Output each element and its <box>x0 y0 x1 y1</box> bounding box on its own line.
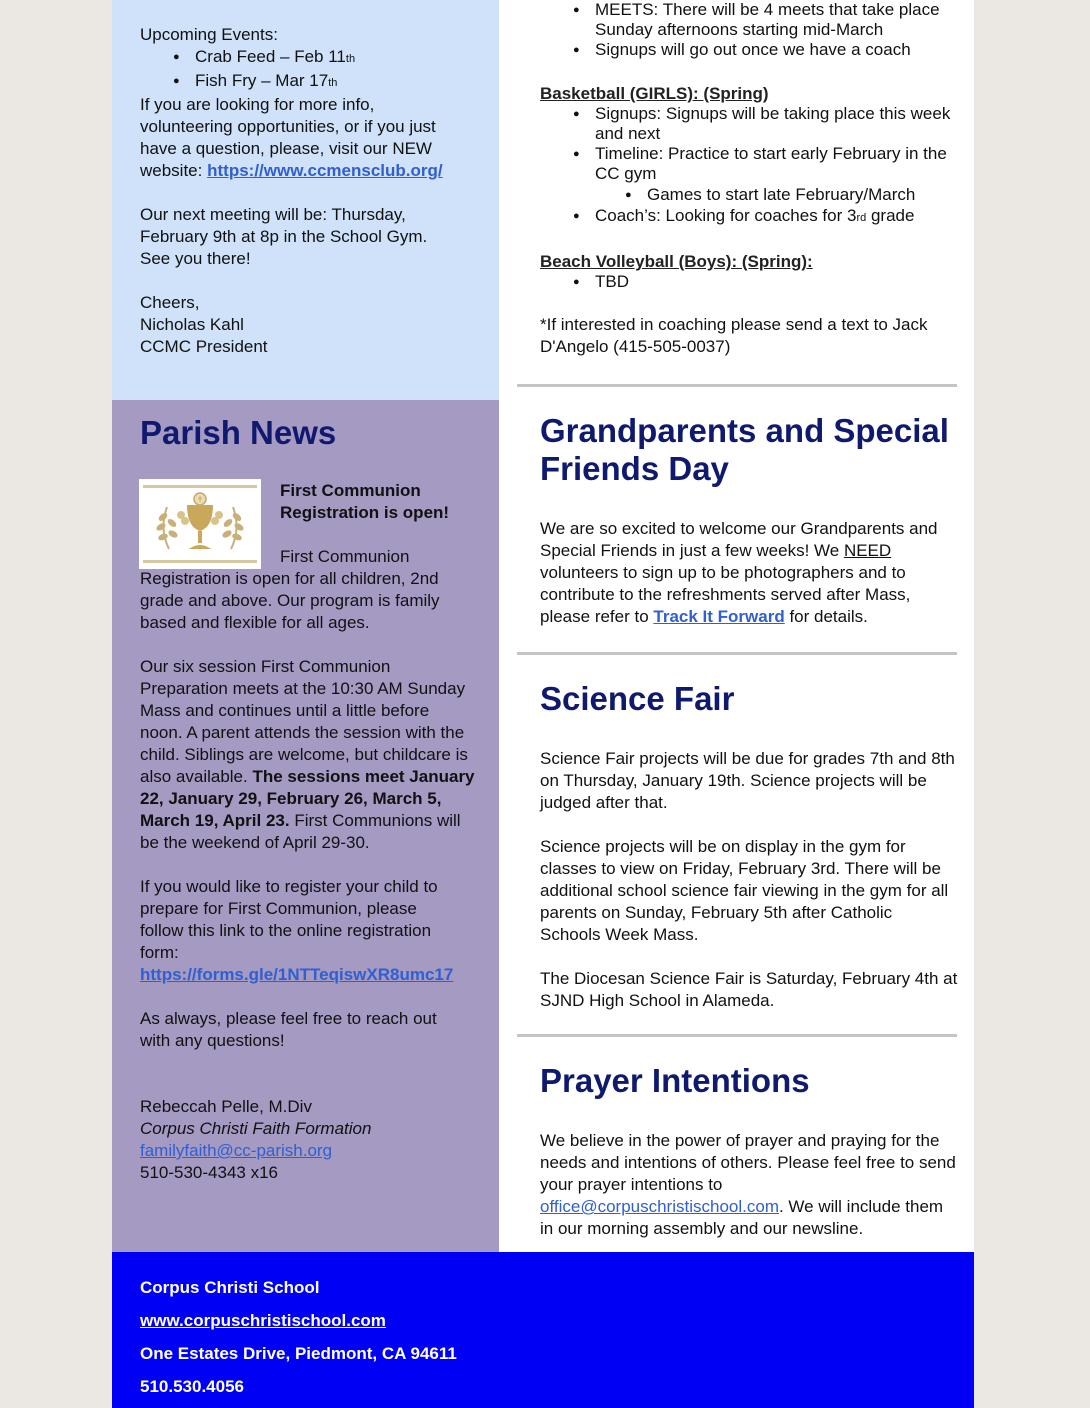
contact-org: Corpus Christi Faith Formation <box>140 1119 372 1138</box>
events-list <box>195 46 480 94</box>
prayer-intentions-section <box>540 1062 960 1240</box>
science-fair-section <box>540 680 960 1012</box>
volleyball-heading: Beach Volleyball (Boys): (Spring): <box>540 252 813 271</box>
prayer-intentions-title: Prayer Intentions <box>540 1062 810 1099</box>
basketball-games: ● Games to start late February/March <box>647 184 960 206</box>
office-email-link[interactable]: office@corpuschristischool.com <box>540 1197 779 1216</box>
volleyball-item: ● TBD <box>595 272 960 292</box>
signups-item: ● Signups will go out once we have a coach <box>595 40 960 60</box>
basketball-games-list <box>647 184 960 206</box>
footer-phone: 510.530.4056 <box>140 1377 244 1396</box>
footer-school-name: Corpus Christi School <box>140 1278 320 1297</box>
right-column <box>499 0 974 1252</box>
sports-section <box>540 0 960 358</box>
parish-paragraph-4: As always, please feel free to reach out with any questions! <box>140 1009 437 1050</box>
grandparents-title: Grandparents and Special Friends Day <box>540 412 949 487</box>
grandparents-section <box>540 412 960 628</box>
basketball-timeline: ● Timeline: Practice to start early February in the CC gym ● Games to start late February/March <box>595 144 960 206</box>
club-website-link[interactable]: https://www.ccmensclub.org/ <box>207 161 443 180</box>
parish-paragraph-2: Our six session First Communion Preparation meets at the 10:30 AM Sunday Mass and continues until a little before noon. A parent attends the session with the child. Siblings are welcome, but childcare is also available. The sessions meet January 22, January 29, February 26, March 5, March 19, April 23. First Communions will be the weekend of April 29-30. <box>140 657 475 852</box>
track-it-forward-link[interactable]: Track It Forward <box>653 607 785 626</box>
section-divider <box>517 384 957 387</box>
science-paragraph-1: Science Fair projects will be due for grades 7th and 8th on Thursday, January 19th. Science projects will be judged after that. <box>540 749 955 812</box>
basketball-signups: ● Signups: Signups will be taking place this week and next <box>595 104 960 144</box>
grandparents-text: We are so excited to welcome our Grandparents and Special Friends in just a few weeks! We NEED volunteers to sign up to be photographers and to contribute to the refreshments served after Mass, please refer to Track It Forward for details. <box>540 519 938 626</box>
footer <box>112 1252 974 1408</box>
volleyball-list <box>595 272 960 292</box>
meets-item: ● MEETS: There will be 4 meets that take place Sunday afternoons starting mid-March <box>595 0 960 40</box>
parish-paragraph-1: First Communion Registration is open for all children, 2nd grade and above. Our program is family based and flexible for all ages. <box>140 547 440 632</box>
contact-email-link[interactable]: familyfaith@cc-parish.org <box>140 1141 333 1160</box>
registration-form-link[interactable]: https://forms.gle/1NTTeqiswXR8umc17 <box>140 965 454 984</box>
science-fair-title: Science Fair <box>540 680 735 717</box>
science-paragraph-3: The Diocesan Science Fair is Saturday, February 4th at SJND High School in Alameda. <box>540 969 958 1010</box>
events-heading: Upcoming Events: <box>140 25 278 44</box>
parish-paragraph-3: If you would like to register your child to prepare for First Communion, please follow this link to the online registration form: https://forms.gle/1NTTeqiswXR8umc17 <box>140 877 454 984</box>
signoff: Cheers, <box>140 293 200 312</box>
section-divider <box>517 1034 957 1037</box>
club-info-text: If you are looking for more info, volunteering opportunities, or if you just have a question, please, visit our NEW website: https://www.ccmensclub.org/ <box>140 95 443 180</box>
meeting-text: Our next meeting will be: Thursday, February 9th at 8p in the School Gym. See you there! <box>140 205 428 268</box>
contact-name: Rebeccah Pelle, M.Div <box>140 1097 312 1116</box>
coaching-note: *If interested in coaching please send a text to Jack D'Angelo (415-505-0037) <box>540 315 928 356</box>
footer-address: One Estates Drive, Piedmont, CA 94611 <box>140 1344 457 1363</box>
basketball-list <box>595 104 960 228</box>
signer-title: CCMC President <box>140 337 268 356</box>
mens-club-section <box>112 0 499 400</box>
first-communion-subtitle: First Communion Registration is open! <box>280 481 450 522</box>
footer-website-link[interactable]: www.corpuschristischool.com <box>140 1311 386 1330</box>
meets-list <box>595 0 960 60</box>
section-divider <box>517 652 957 655</box>
event-item: ● Crab Feed – Feb 11th <box>195 46 480 70</box>
basketball-heading: Basketball (GIRLS): (Spring) <box>540 84 769 103</box>
parish-news-section <box>112 400 499 1252</box>
signer-name: Nicholas Kahl <box>140 315 244 334</box>
basketball-coach: ● Coach’s: Looking for coaches for 3rd grade <box>595 206 960 228</box>
contact-phone: 510-530-4343 x16 <box>140 1163 279 1182</box>
parish-news-title: Parish News <box>140 414 337 451</box>
event-item: ● Fish Fry – Mar 17th <box>195 70 480 94</box>
prayer-text: We believe in the power of prayer and praying for the needs and intentions of others. Please feel free to send your prayer intentions to office@corpuschristischool.com. We will include them in our morning assembly and our newsline. <box>540 1131 956 1238</box>
svg-text:✝: ✝ <box>196 495 204 504</box>
newsletter-page <box>112 0 974 1408</box>
science-paragraph-2: Science projects will be on display in the gym for classes to view on Friday, February 3rd. There will be additional school science fair viewing in the gym for all parents on Sunday, February 5th after Catholic Schools Week Mass. <box>540 837 949 944</box>
